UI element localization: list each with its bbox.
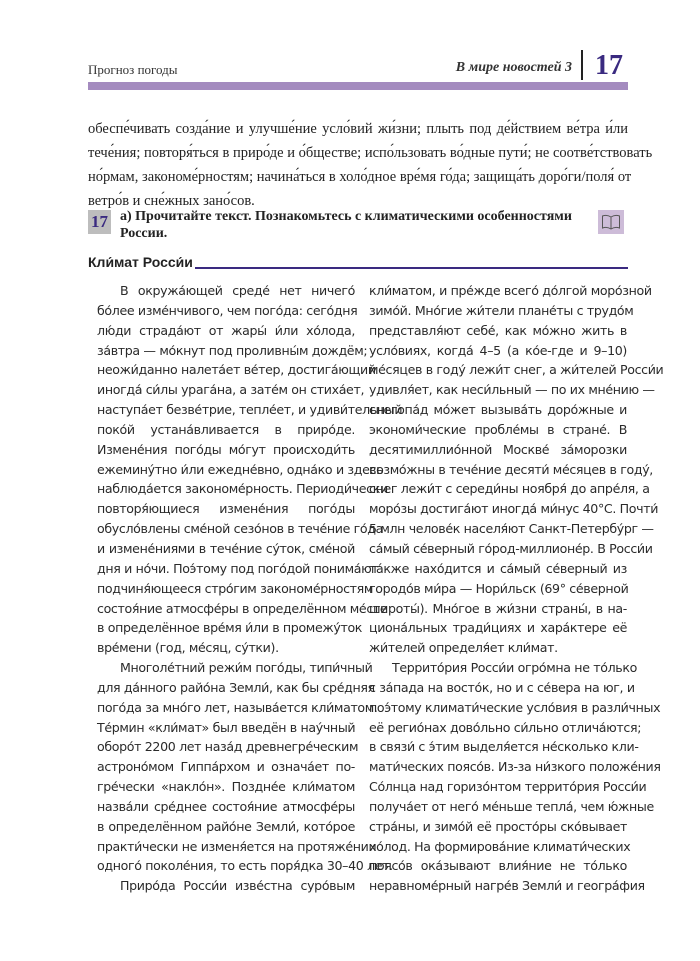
text-line: получа́ет от него́ ме́ньше тепла́, чем ю́жные xyxy=(369,798,654,814)
text-line: Те́рмин «кли́мат» был введён в нау́чный xyxy=(97,719,356,735)
text-line: дня и но́чи. Поэ́тому под пого́дой понима́ют xyxy=(97,560,379,576)
text-line: оборо́т 2200 лет наза́д древнегре́ческим xyxy=(97,739,359,755)
text-line: в определённое вре́мя и́ли в промежу́ток xyxy=(97,620,363,636)
text-line: с за́пада на восто́к, но и с се́вера на юг, и xyxy=(369,679,635,695)
task-instruction: а) Прочитайте текст. Познакомьтесь с климатическими особенностями России. xyxy=(120,209,572,241)
text-line: подчиня́ющееся стро́гим закономе́рностям xyxy=(97,580,374,596)
text-line: усло́виях, когда́ 4–5 (а ко́е-где и 9–10) xyxy=(369,342,627,358)
article-title: Кли́мат Росси́и xyxy=(88,254,193,270)
text-line: широты́). Мно́гое в жи́зни страны́, в на- xyxy=(369,600,627,616)
text-line: обеспе́чивать созда́ние и улучше́ние усло́вий жи́зни; плыть под де́йствием ве́тра и́ли xyxy=(88,121,628,137)
text-line: десятимиллио́нной Москве́ за́морозки xyxy=(369,441,627,457)
section-title: Прогноз погоды xyxy=(88,62,178,77)
text-line: в связи́ с э́тим выделя́ется не́сколько кли- xyxy=(369,739,639,755)
text-line: ме́сяцев в году́ лежи́т снег, а жи́телей Росси́и xyxy=(369,362,664,378)
text-line: гре́чески «накло́н». Поздне́е кли́матом xyxy=(97,779,355,795)
text-line: Измене́ния пого́ды мо́гут происходи́ть xyxy=(97,441,355,457)
page-number: 17 xyxy=(595,50,623,81)
header-divider xyxy=(581,50,583,80)
text-line: городо́в ми́ра — Нори́льск (69° се́верной xyxy=(369,580,629,596)
text-line: возмо́жны в тече́ние десяти́ ме́сяцев в году́, xyxy=(369,461,653,477)
text-line: тече́ния; повторя́ться в приро́де и о́бществе; испо́льзовать во́дные пути́; не соотве́тствовать xyxy=(88,145,653,161)
text-line: иногда́ си́лы урага́на, а зате́м он стиха́ет, xyxy=(97,382,365,398)
text-line: кли́матом, и пре́жде всего́ до́лгой моро́зной xyxy=(369,283,652,298)
text-line: представля́ют себе́, как мо́жно жить в xyxy=(369,322,627,338)
text-line: 5 млн челове́к населя́ют Санкт-Петербу́рг — xyxy=(369,521,654,537)
text-line: мати́ческих поясо́в. Из-за ни́зкого положе́ния xyxy=(369,759,661,775)
text-line: поэ́тому климати́ческие усло́вия в разли́чных xyxy=(369,699,661,715)
text-line: экономи́ческие пробле́мы в стране́. В xyxy=(369,421,627,437)
article-right-column xyxy=(369,281,664,896)
text-line: Приро́да Росси́и изве́стна суро́вым xyxy=(120,878,355,894)
task-number: 17 xyxy=(88,210,111,234)
text-line: поясо́в ока́зывают влия́ние не то́лько xyxy=(369,858,627,874)
text-line: но́рмам, закономе́рностям; начина́ться в холо́дное вре́мя го́да; защища́ть доро́ги/поля́ от xyxy=(88,169,632,185)
text-line: жи́телей определя́ет кли́мат. xyxy=(369,640,558,656)
text-line: Многоле́тний режи́м пого́ды, типи́чный xyxy=(120,660,373,676)
article-left-column xyxy=(97,281,403,896)
text-line: практи́чески не изменя́ется на протяже́нии xyxy=(97,838,377,854)
text-line: пого́да за мно́го лет, называ́ется кли́матом. xyxy=(97,699,378,715)
title-rule xyxy=(195,267,628,269)
text-line: вре́мени (год, ме́сяц, су́тки). xyxy=(97,640,279,656)
intro-paragraph xyxy=(88,117,653,213)
text-line: Террито́рия Росси́и огро́мна не то́лько xyxy=(392,660,637,676)
text-line: одного́ поколе́ния, то есть поря́дка 30–40 лет. xyxy=(97,858,393,874)
text-line: обусло́влены сме́ной сезо́нов в тече́ние го́да xyxy=(97,521,384,537)
book-icon xyxy=(598,210,624,234)
text-line: наступа́ет безве́трие, тепле́ет, и удиви́тельный xyxy=(97,402,403,418)
book-title: В мире новостей 3 xyxy=(455,60,572,75)
text-line: циона́льных тради́циях и хара́ктере её xyxy=(369,620,627,636)
text-line: в определённом райо́не Земли́, кото́рое xyxy=(97,818,355,834)
text-line: для да́нного райо́на Земли́, как бы сре́дняя xyxy=(97,679,375,695)
text-line: В окружа́ющей среде́ нет ничего́ xyxy=(120,283,355,298)
text-line: бо́лее изме́нчивого, чем пого́да: сего́дня xyxy=(97,302,358,318)
text-line: удивля́ет, как неси́льный — по их мне́нию — xyxy=(369,382,655,398)
text-line: снегопа́д мо́жет вызыва́ть доро́жные и xyxy=(369,402,627,418)
text-line: неожи́данно налета́ет ве́тер, достига́ющий xyxy=(97,362,376,378)
text-line: Со́лнца над горизо́нтом террито́рия Росси́и xyxy=(369,779,647,795)
text-line: моро́зы достига́ют иногда́ ми́нус 40°С. Почти́ xyxy=(369,501,659,517)
text-line: за́втра — мо́кнут под проливны́м дождём; xyxy=(97,342,368,358)
text-line: са́мый се́верный го́род-миллионе́р. В Росси́и xyxy=(369,540,653,556)
text-line: зимо́й. Мно́гие жи́тели плане́ты с трудо́м xyxy=(369,302,634,318)
header-bar xyxy=(88,82,628,90)
text-line: её регио́нах дово́льно си́льно отлича́ются; xyxy=(369,719,642,735)
text-line: повторя́ющиеся измене́ния пого́ды xyxy=(97,501,355,517)
text-line: ежемину́тно и́ли ежедне́вно, одна́ко и здесь xyxy=(97,461,384,477)
text-line: лю́ди страда́ют от жары́ и́ли хо́лода, xyxy=(97,322,355,338)
text-line: неравноме́рный нагре́в Земли́ и геогра́фия xyxy=(369,878,645,894)
text-line: поко́й устана́вливается в приро́де. xyxy=(97,421,355,437)
text-line: наблюда́ется закономе́рность. Периоди́чески xyxy=(97,481,388,497)
text-line: назва́ли сре́днее состоя́ние атмосфе́ры xyxy=(97,798,355,814)
text-line: и измене́ниями в тече́ние су́ток, сме́ной xyxy=(97,540,355,556)
text-line: состоя́ние атмосфе́ры в определённом ме́сте xyxy=(97,600,388,616)
text-line: стра́ны, и зимо́й её просто́ры ско́вывает xyxy=(369,818,627,834)
text-line: хо́лод. На формирова́ние климати́ческих xyxy=(369,838,631,854)
text-line: астроно́мом Гиппа́рхом и означа́ет по- xyxy=(97,759,355,775)
text-line: та́кже нахо́дится и са́мый се́верный из xyxy=(369,560,627,576)
text-line: снег лежи́т с середи́ны ноября́ до апре́ля, а xyxy=(369,481,650,497)
text-line: ветро́в и сне́жных зано́сов. xyxy=(88,193,255,209)
